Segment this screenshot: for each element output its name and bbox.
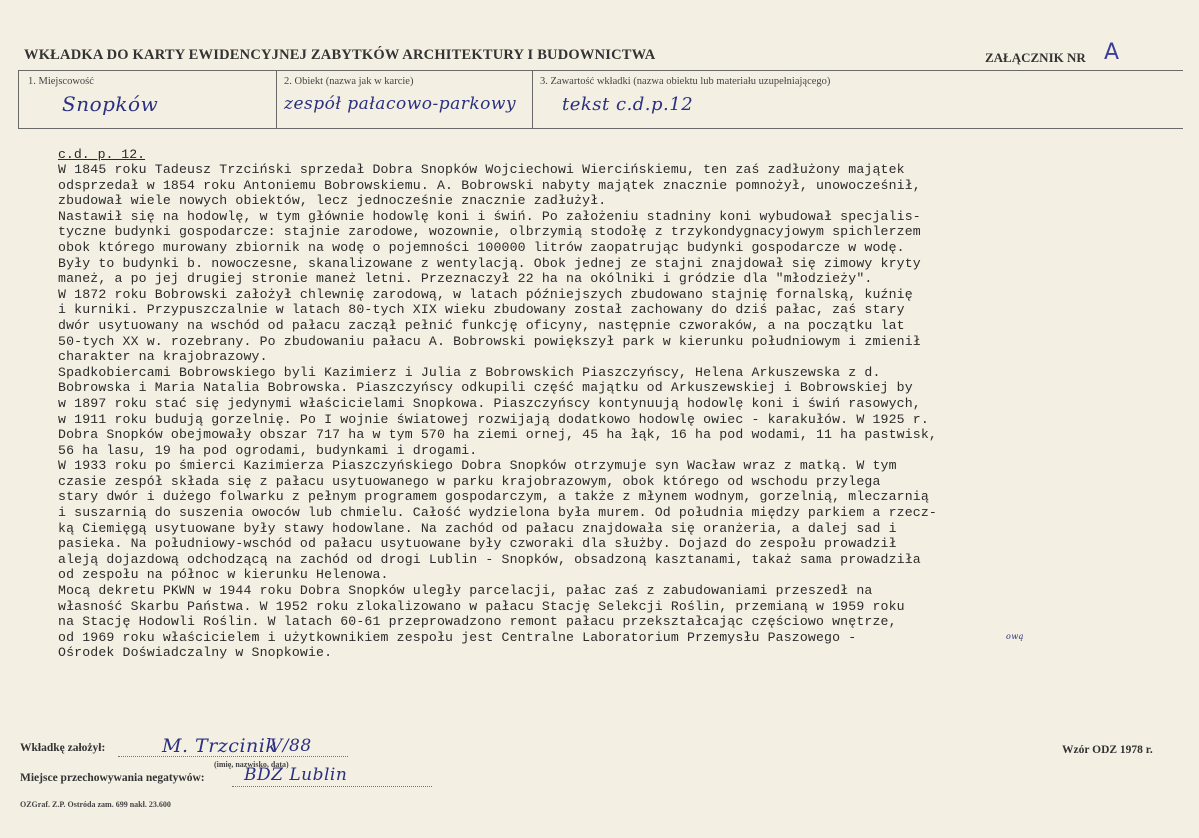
body-line: od zespołu na północ w kierunku Helenowa.: [58, 567, 389, 583]
body-line: i suszarnią do suszenia owoców lub chmielu. Całość wydzielona była murem. Od południa między parkiem a rzecz-: [58, 505, 937, 521]
body-line: własność Skarbu Państwa. W 1952 roku zlokalizowano w pałacu Stację Selekcji Roślin, przemianą w 1959 roku: [58, 598, 905, 614]
table-divider-1: [276, 70, 277, 128]
zawartosc-label: 3. Zawartość wkładki (nazwa obiektu lub materiału uzupełniającego): [540, 76, 831, 87]
body-line: od 1969 roku właścicielem i użytkownikiem zespołu jest Centralne Laboratorium Przemysłu Paszowego -: [58, 629, 857, 645]
attachment-number-value: A: [1104, 40, 1120, 65]
body-line: W 1845 roku Tadeusz Trzciński sprzedał Dobra Snopków Wojciechowi Wiercińskiemu, ten zaś zadłużony majątek: [58, 162, 905, 177]
attachment-number-label: ZAŁĄCZNIK NR: [985, 50, 1086, 65]
obiekt-value: zespół pałacowo-parkowy: [284, 94, 517, 114]
body-line: zbudował wiele nowych obiektów, lecz jednocześnie znacznie zadłużył.: [58, 193, 607, 209]
body-line: charakter na krajobrazowy.: [58, 349, 268, 365]
body-line: pasieka. Na południowy-wschód od pałacu usytuowane były czworaki dla służby. Dojazd do zespołu prowadził: [58, 536, 897, 552]
body-line: czasie zespół składa się z pałacu usytuowanego w parku krajobrazowym, obok którego od wschodu przylega: [58, 473, 881, 489]
negatyw-value: BDZ Lublin: [244, 765, 348, 785]
correction-note: ową: [1006, 632, 1024, 641]
body-line: Mocą dekretu PKWN w 1944 roku Dobra Snopków uległy parcelacji, pałac zaś z zabudowaniami przeszedł na: [58, 583, 873, 599]
body-line: obok którego murowany zbiornik na wodę o pojemności 100000 litrów zaopatrując budynki gospodarcze w wodę.: [58, 239, 905, 255]
body-line: maneż, a po jej drugiej stronie maneż letni. Przeznaczył 22 ha na okólniki i gródzie dla "młodzieży".: [58, 271, 873, 287]
body-line: Ośrodek Doświadczalny w Snopkowie.: [58, 645, 333, 661]
body-line: W 1872 roku Bobrowski założył chlewnię zarodową, w latach późniejszych zbudowano stajnię fornalską, kuźnię: [58, 286, 913, 302]
table-left-rule: [18, 70, 19, 128]
body-line: w 1911 roku budują gorzelnię. Po I wojnie światowej rozwijają dodatkowo hodowlę owiec - karakułów. W 1925 r.: [58, 411, 929, 427]
zalozyl-label: Wkładkę założył:: [20, 742, 106, 754]
table-top-rule: [18, 70, 1183, 71]
body-line: Bobrowska i Maria Natalia Bobrowska. Piaszczyńscy odkupili część majątku od Arkuszewskiej i Bobrowskiej by: [58, 380, 913, 396]
zalozyl-signature: M. Trzcinik: [162, 735, 278, 757]
body-line: w 1897 roku stać się jedynymi właścicielami Snopkowa. Piaszczyńscy kontynuują hodowlę koni i świń rasowych,: [58, 395, 921, 411]
zalozyl-hint: (imię, nazwisko, data): [214, 760, 289, 769]
zalozyl-date: V/88: [270, 736, 312, 756]
negatyw-dotted-line: [232, 786, 432, 787]
miejscowosc-label: 1. Miejscowość: [28, 76, 94, 87]
form-title: WKŁADKA DO KARTY EWIDENCYJNEJ ZABYTKÓW ARCHITEKTURY I BUDOWNICTWA: [24, 47, 656, 63]
body-line: Były to budynki b. nowoczesne, skanalizowane z wentylacją. Obok jednej ze stajni znajdował się zimowy kryty: [58, 255, 921, 271]
body-line: aleją dojazdową odchodzącą na zachód od drogi Lublin - Snopków, obsadzoną kasztanami, takaż sama prowadziła: [58, 551, 921, 567]
body-line: stary dwór i dużego folwarku z pełnym programem gospodarczym, a także z młynem wodnym, gorzelnią, mleczarnią: [58, 489, 929, 505]
table-divider-2: [532, 70, 533, 128]
body-line: dwór usytuowany na wschód od pałacu zaczął pełnić funkcję oficyny, następnie czworaków, a na początku lat: [58, 317, 905, 333]
body-line: W 1933 roku po śmierci Kazimierza Piaszczyńskiego Dobra Snopków otrzymuje syn Wacław wraz z matką. W tym: [58, 458, 897, 474]
body-line: Dobra Snopków obejmowały obszar 717 ha w tym 570 ha ziemi ornej, 45 ha łąk, 16 ha pod wodami, 11 ha pastwisk,: [58, 427, 937, 443]
form-version: Wzór ODZ 1978 r.: [1062, 744, 1153, 756]
body-line: na Stację Hodowli Roślin. W latach 60-61 przeprowadzono remont pałacu przekształcając częściowo wnętrze,: [58, 614, 897, 630]
zawartosc-value: tekst c.d.p.12: [562, 94, 694, 115]
body-line: i kurniki. Przypuszczalnie w latach 80-tych XIX wieku zbudowany został zachowany do dziś pałac, zaś stary: [58, 302, 905, 318]
obiekt-label: 2. Obiekt (nazwa jak w karcie): [284, 76, 414, 87]
continuation-ref: c.d. p. 12.: [58, 147, 146, 162]
body-line: odsprzedał w 1854 roku Antoniemu Bobrowskiemu. A. Bobrowski nabyty majątek znacznie pomnożył, unowocześnił,: [58, 177, 921, 193]
body-line: Nastawił się na hodowlę, w tym głównie hodowlę koni i świń. Po założeniu stadniny koni wybudował specjalis-: [58, 208, 921, 224]
print-info: OZGraf. Z.P. Ostróda zam. 699 nakł. 23.600: [20, 800, 171, 809]
body-line: Spadkobiercami Bobrowskiego byli Kazimierz i Julia z Bobrowskich Piaszczyńscy, Helena Arkuszewska z d.: [58, 364, 881, 380]
body-line: tyczne budynki gospodarcze: stajnie zarodowe, wozownie, olbrzymią stodołę z trzykondygnacyjowym spichlerzem: [58, 224, 921, 240]
body-line: 50-tych XX w. rozebrany. Po zbudowaniu pałacu A. Bobrowski powiększył park w kierunku południowym i zmienił: [58, 333, 921, 349]
negatyw-label: Miejsce przechowywania negatywów:: [20, 772, 205, 784]
body-line: 56 ha lasu, 19 ha pod ogrodami, budynkami i drogami.: [58, 442, 478, 458]
body-text: [58, 162, 1188, 661]
miejscowosc-value: Snopków: [62, 92, 159, 116]
body-line: ką Ciemięgą usytuowane były stawy hodowlane. Na zachód od pałacu znajdowała się oranżeria, a dalej sad i: [58, 520, 897, 536]
table-bottom-rule: [18, 128, 1183, 129]
